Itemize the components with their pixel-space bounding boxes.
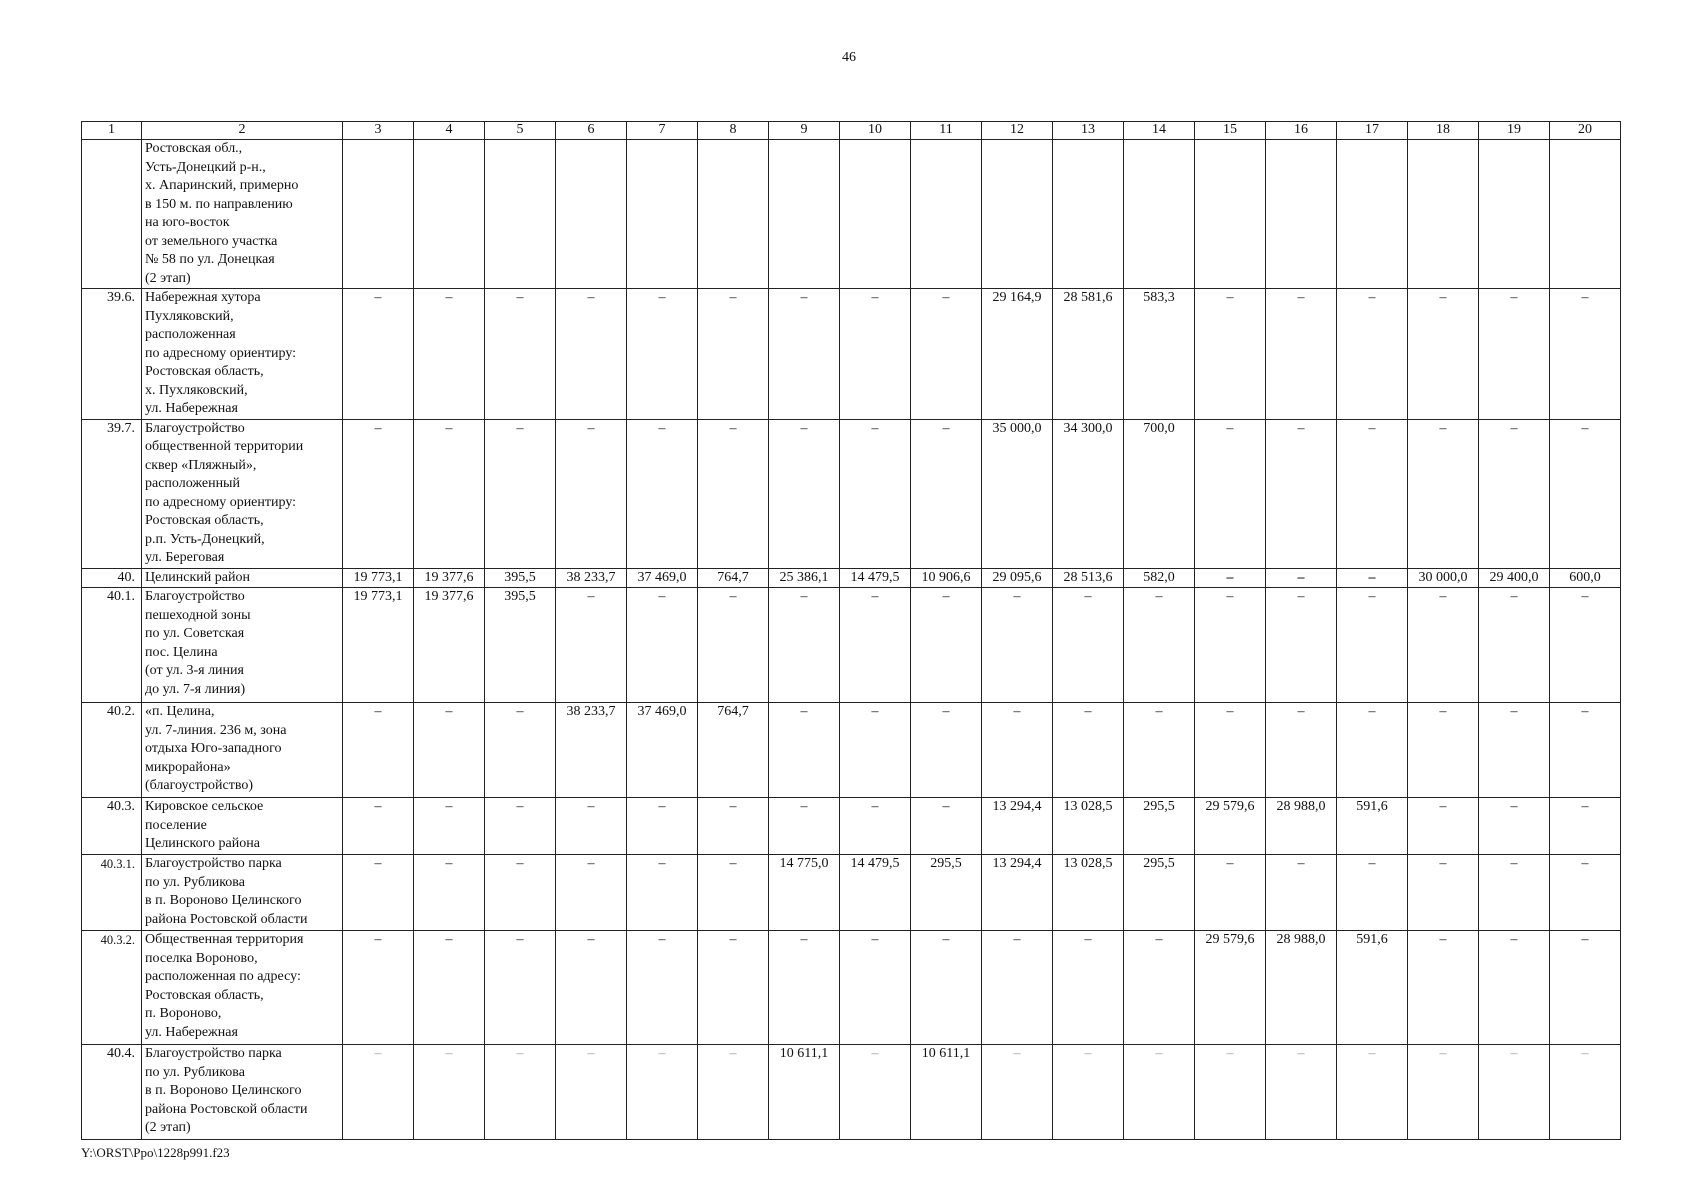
cell-col-9 bbox=[769, 140, 840, 289]
cell-col-7: – bbox=[627, 798, 698, 855]
cell-col-15: – bbox=[1195, 568, 1266, 588]
cell-col-11: – bbox=[911, 588, 982, 703]
column-number-header bbox=[82, 122, 1621, 140]
cell-col-15: – bbox=[1195, 703, 1266, 798]
cell-col-6: – bbox=[556, 419, 627, 568]
row-name-line: Общественная территория bbox=[145, 932, 304, 947]
column-header-13: 13 bbox=[1053, 122, 1124, 140]
cell-col-11: – bbox=[911, 419, 982, 568]
row-name-line: р.п. Усть-Донецкий, bbox=[145, 531, 265, 547]
cell-col-4: 19 377,6 bbox=[414, 588, 485, 703]
cell-col-11: 295,5 bbox=[911, 855, 982, 931]
column-header-20: 20 bbox=[1550, 122, 1621, 140]
cell-col-5: – bbox=[485, 703, 556, 798]
cell-col-12: 13 294,4 bbox=[982, 855, 1053, 931]
cell-col-7: 37 469,0 bbox=[627, 568, 698, 588]
row-name-line: Ростовская область, bbox=[145, 513, 264, 528]
cell-col-15 bbox=[1195, 140, 1266, 289]
column-header-8: 8 bbox=[698, 122, 769, 140]
cell-col-3: – bbox=[343, 798, 414, 855]
row-name-line: поселка Вороново, bbox=[145, 950, 258, 966]
column-header-6: 6 bbox=[556, 122, 627, 140]
cell-col-9: 14 775,0 bbox=[769, 855, 840, 931]
cell-col-18: – bbox=[1408, 703, 1479, 798]
row-name-line: района Ростовской области bbox=[145, 911, 308, 927]
cell-col-4 bbox=[414, 140, 485, 289]
cell-col-6: – bbox=[556, 855, 627, 931]
cell-col-10: – bbox=[840, 289, 911, 420]
footer-file-path: Y:\ORST\Ppo\1228p991.f23 bbox=[81, 1145, 230, 1160]
table-row bbox=[82, 855, 1621, 931]
cell-col-17: – bbox=[1337, 289, 1408, 420]
row-name bbox=[142, 703, 343, 798]
cell-col-18: – bbox=[1408, 855, 1479, 931]
cell-col-18: – bbox=[1408, 798, 1479, 855]
cell-col-9: – bbox=[769, 588, 840, 703]
cell-col-8: – bbox=[698, 798, 769, 855]
row-name-line: по адресному ориентиру: bbox=[145, 494, 297, 510]
column-header-18: 18 bbox=[1408, 122, 1479, 140]
cell-col-4: – bbox=[414, 289, 485, 420]
cell-col-4: – bbox=[414, 798, 485, 855]
cell-col-19: – bbox=[1479, 855, 1550, 931]
cell-col-7: – bbox=[627, 855, 698, 931]
cell-col-8: – bbox=[698, 588, 769, 703]
cell-col-8: – bbox=[698, 855, 769, 931]
cell-col-16: – bbox=[1266, 588, 1337, 703]
table-row bbox=[82, 703, 1621, 798]
row-name-line: поселение bbox=[145, 817, 207, 833]
row-number: 39.7. bbox=[82, 419, 142, 568]
cell-col-11 bbox=[911, 140, 982, 289]
cell-col-8: – bbox=[698, 1045, 769, 1140]
cell-col-3 bbox=[343, 140, 414, 289]
cell-col-9: – bbox=[769, 931, 840, 1045]
cell-col-6: 38 233,7 bbox=[556, 703, 627, 798]
row-name-line: (благоустройство) bbox=[145, 778, 254, 793]
row-name-line: Целинский район bbox=[145, 569, 250, 585]
row-name-line: расположенный bbox=[145, 476, 240, 491]
column-header-10: 10 bbox=[840, 122, 911, 140]
table-row bbox=[82, 931, 1621, 1045]
cell-col-12 bbox=[982, 140, 1053, 289]
cell-col-17: 591,6 bbox=[1337, 931, 1408, 1045]
cell-col-14: 582,0 bbox=[1124, 568, 1195, 588]
cell-col-13: – bbox=[1053, 588, 1124, 703]
cell-col-10: – bbox=[840, 798, 911, 855]
row-number: 40.3.2. bbox=[82, 931, 142, 1045]
column-header-9: 9 bbox=[769, 122, 840, 140]
cell-col-13: 28 581,6 bbox=[1053, 289, 1124, 420]
row-name bbox=[142, 419, 343, 568]
cell-col-13: – bbox=[1053, 931, 1124, 1045]
table-row bbox=[82, 798, 1621, 855]
table-row bbox=[82, 140, 1621, 289]
cell-col-4: – bbox=[414, 855, 485, 931]
row-number bbox=[82, 140, 142, 289]
column-header-16: 16 bbox=[1266, 122, 1337, 140]
row-name-line: по ул. Советская bbox=[145, 626, 245, 641]
cell-col-13: – bbox=[1053, 1045, 1124, 1140]
row-name-line: Пухляковский, bbox=[145, 308, 234, 324]
row-name-line: х. Пухляковский, bbox=[145, 382, 248, 398]
row-number: 40.3.1. bbox=[82, 855, 142, 931]
row-name-line: расположенная по адресу: bbox=[145, 969, 301, 984]
cell-col-12: – bbox=[982, 588, 1053, 703]
cell-col-14: 295,5 bbox=[1124, 855, 1195, 931]
cell-col-16: – bbox=[1266, 568, 1337, 588]
cell-col-3: – bbox=[343, 1045, 414, 1140]
cell-col-10: – bbox=[840, 1045, 911, 1140]
cell-col-12: 29 095,6 bbox=[982, 568, 1053, 588]
cell-col-5: – bbox=[485, 855, 556, 931]
cell-col-9: 10 611,1 bbox=[769, 1045, 840, 1140]
row-name-line: Усть-Донецкий р-н., bbox=[145, 159, 266, 175]
row-name-line: Набережная хутора bbox=[145, 290, 261, 305]
cell-col-18: – bbox=[1408, 419, 1479, 568]
cell-col-10 bbox=[840, 140, 911, 289]
row-name-line: ул. 7-линия. 236 м, зона bbox=[145, 722, 287, 738]
row-name-line: Ростовская обл., bbox=[145, 141, 243, 156]
row-number: 40. bbox=[82, 568, 142, 588]
cell-col-15: – bbox=[1195, 289, 1266, 420]
row-number: 40.3. bbox=[82, 798, 142, 855]
column-header-3: 3 bbox=[343, 122, 414, 140]
cell-col-15: – bbox=[1195, 419, 1266, 568]
cell-col-10: – bbox=[840, 931, 911, 1045]
row-name-line: (от ул. 3-я линия bbox=[145, 663, 244, 678]
cell-col-11: – bbox=[911, 703, 982, 798]
cell-col-5: – bbox=[485, 798, 556, 855]
row-name-line: до ул. 7-я линия) bbox=[145, 681, 246, 697]
cell-col-13: – bbox=[1053, 703, 1124, 798]
cell-col-19: – bbox=[1479, 1045, 1550, 1140]
cell-col-17: 591,6 bbox=[1337, 798, 1408, 855]
cell-col-17: – bbox=[1337, 588, 1408, 703]
cell-col-8: – bbox=[698, 289, 769, 420]
cell-col-17: – bbox=[1337, 419, 1408, 568]
cell-col-19: – bbox=[1479, 588, 1550, 703]
cell-col-10: – bbox=[840, 703, 911, 798]
cell-col-6: – bbox=[556, 931, 627, 1045]
cell-col-16 bbox=[1266, 140, 1337, 289]
cell-col-16: 28 988,0 bbox=[1266, 798, 1337, 855]
row-name-line: пешеходной зоны bbox=[145, 607, 251, 623]
cell-col-20: – bbox=[1550, 588, 1621, 703]
cell-col-9: – bbox=[769, 289, 840, 420]
cell-col-5: 395,5 bbox=[485, 588, 556, 703]
row-name-line: пос. Целина bbox=[145, 644, 218, 660]
cell-col-11: – bbox=[911, 798, 982, 855]
cell-col-14: – bbox=[1124, 588, 1195, 703]
cell-col-15: – bbox=[1195, 588, 1266, 703]
cell-col-15: 29 579,6 bbox=[1195, 931, 1266, 1045]
cell-col-9: – bbox=[769, 703, 840, 798]
cell-col-12: – bbox=[982, 1045, 1053, 1140]
cell-col-20 bbox=[1550, 140, 1621, 289]
cell-col-20: – bbox=[1550, 855, 1621, 931]
row-name-line: Кировское сельское bbox=[145, 799, 264, 814]
cell-col-20: – bbox=[1550, 798, 1621, 855]
cell-col-20: – bbox=[1550, 419, 1621, 568]
cell-col-16: – bbox=[1266, 703, 1337, 798]
cell-col-8: 764,7 bbox=[698, 568, 769, 588]
cell-col-17: – bbox=[1337, 855, 1408, 931]
row-name-line: № 58 по ул. Донецкая bbox=[145, 252, 275, 267]
column-header-14: 14 bbox=[1124, 122, 1195, 140]
cell-col-15: – bbox=[1195, 1045, 1266, 1140]
cell-col-7: – bbox=[627, 588, 698, 703]
cell-col-9: – bbox=[769, 419, 840, 568]
row-name-line: по адресному ориентиру: bbox=[145, 345, 297, 361]
cell-col-3: – bbox=[343, 931, 414, 1045]
cell-col-5: – bbox=[485, 1045, 556, 1140]
cell-col-18 bbox=[1408, 140, 1479, 289]
cell-col-4: – bbox=[414, 931, 485, 1045]
row-name-line: по ул. Рубликова bbox=[145, 874, 245, 890]
budget-table bbox=[81, 121, 1621, 1140]
cell-col-20: – bbox=[1550, 931, 1621, 1045]
cell-col-18: – bbox=[1408, 289, 1479, 420]
column-header-4: 4 bbox=[414, 122, 485, 140]
row-name-line: отдыха Юго-западного bbox=[145, 741, 282, 756]
cell-col-7 bbox=[627, 140, 698, 289]
row-name bbox=[142, 931, 343, 1045]
row-name-line: в п. Вороново Целинского bbox=[145, 1083, 302, 1098]
row-name-line: х. Апаринский, примерно bbox=[145, 178, 299, 193]
cell-col-3: – bbox=[343, 703, 414, 798]
cell-col-7: – bbox=[627, 289, 698, 420]
cell-col-9: – bbox=[769, 798, 840, 855]
cell-col-10: 14 479,5 bbox=[840, 855, 911, 931]
cell-col-6: – bbox=[556, 1045, 627, 1140]
cell-col-17: – bbox=[1337, 1045, 1408, 1140]
row-name bbox=[142, 289, 343, 420]
table-row bbox=[82, 568, 1621, 588]
row-name bbox=[142, 1045, 343, 1140]
cell-col-13: 13 028,5 bbox=[1053, 798, 1124, 855]
cell-col-19: – bbox=[1479, 703, 1550, 798]
cell-col-6: – bbox=[556, 289, 627, 420]
cell-col-18: – bbox=[1408, 1045, 1479, 1140]
cell-col-15: 29 579,6 bbox=[1195, 798, 1266, 855]
cell-col-3: 19 773,1 bbox=[343, 568, 414, 588]
row-name bbox=[142, 798, 343, 855]
row-number: 40.2. bbox=[82, 703, 142, 798]
cell-col-19: 29 400,0 bbox=[1479, 568, 1550, 588]
cell-col-14: – bbox=[1124, 703, 1195, 798]
cell-col-4: – bbox=[414, 1045, 485, 1140]
cell-col-18: 30 000,0 bbox=[1408, 568, 1479, 588]
row-name bbox=[142, 855, 343, 931]
row-name-line: п. Вороново, bbox=[145, 1006, 222, 1021]
row-name-line: ул. Набережная bbox=[145, 401, 238, 416]
cell-col-5: 395,5 bbox=[485, 568, 556, 588]
cell-col-17 bbox=[1337, 140, 1408, 289]
cell-col-8: – bbox=[698, 931, 769, 1045]
row-name bbox=[142, 140, 343, 289]
row-number: 40.1. bbox=[82, 588, 142, 703]
cell-col-18: – bbox=[1408, 588, 1479, 703]
cell-col-4: 19 377,6 bbox=[414, 568, 485, 588]
row-name-line: (2 этап) bbox=[145, 270, 191, 286]
cell-col-3: – bbox=[343, 419, 414, 568]
cell-col-10: – bbox=[840, 419, 911, 568]
cell-col-10: – bbox=[840, 588, 911, 703]
cell-col-20: – bbox=[1550, 703, 1621, 798]
cell-col-5 bbox=[485, 140, 556, 289]
row-name-line: на юго-восток bbox=[145, 215, 230, 230]
cell-col-12: 13 294,4 bbox=[982, 798, 1053, 855]
cell-col-8: – bbox=[698, 419, 769, 568]
cell-col-8 bbox=[698, 140, 769, 289]
column-header-5: 5 bbox=[485, 122, 556, 140]
cell-col-3: 19 773,1 bbox=[343, 588, 414, 703]
cell-col-6: – bbox=[556, 588, 627, 703]
cell-col-13 bbox=[1053, 140, 1124, 289]
cell-col-16: – bbox=[1266, 855, 1337, 931]
cell-col-13: 28 513,6 bbox=[1053, 568, 1124, 588]
table-row bbox=[82, 1045, 1621, 1140]
row-name-line: Благоустройство парка bbox=[145, 1046, 282, 1061]
cell-col-5: – bbox=[485, 289, 556, 420]
cell-col-13: 13 028,5 bbox=[1053, 855, 1124, 931]
cell-col-17: – bbox=[1337, 568, 1408, 588]
row-name-line: Целинского района bbox=[145, 836, 260, 851]
cell-col-17: – bbox=[1337, 703, 1408, 798]
cell-col-6: – bbox=[556, 798, 627, 855]
column-header-17: 17 bbox=[1337, 122, 1408, 140]
row-name-line: «п. Целина, bbox=[145, 704, 215, 719]
cell-col-11: – bbox=[911, 931, 982, 1045]
row-name-line: ул. Береговая bbox=[145, 550, 225, 565]
cell-col-19: – bbox=[1479, 289, 1550, 420]
cell-col-11: – bbox=[911, 289, 982, 420]
cell-col-15: – bbox=[1195, 855, 1266, 931]
row-name-line: (2 этап) bbox=[145, 1120, 191, 1135]
cell-col-5: – bbox=[485, 419, 556, 568]
cell-col-14: 295,5 bbox=[1124, 798, 1195, 855]
cell-col-18: – bbox=[1408, 931, 1479, 1045]
row-name-line: микрорайона» bbox=[145, 759, 231, 775]
column-header-15: 15 bbox=[1195, 122, 1266, 140]
row-name bbox=[142, 588, 343, 703]
row-name-line: по ул. Рубликова bbox=[145, 1064, 245, 1080]
row-name-line: от земельного участка bbox=[145, 233, 278, 249]
cell-col-19 bbox=[1479, 140, 1550, 289]
cell-col-12: 35 000,0 bbox=[982, 419, 1053, 568]
row-name-line: Благоустройство парка bbox=[145, 856, 282, 871]
row-name-line: Ростовская область, bbox=[145, 364, 264, 379]
row-name-line: Ростовская область, bbox=[145, 987, 264, 1003]
cell-col-4: – bbox=[414, 419, 485, 568]
budget-table-wrapper bbox=[81, 121, 1621, 1140]
cell-col-14 bbox=[1124, 140, 1195, 289]
cell-col-8: 764,7 bbox=[698, 703, 769, 798]
row-name-line: сквер «Пляжный», bbox=[145, 457, 257, 473]
column-header-12: 12 bbox=[982, 122, 1053, 140]
cell-col-20: – bbox=[1550, 1045, 1621, 1140]
cell-col-16: – bbox=[1266, 289, 1337, 420]
cell-col-13: 34 300,0 bbox=[1053, 419, 1124, 568]
cell-col-11: 10 906,6 bbox=[911, 568, 982, 588]
cell-col-4: – bbox=[414, 703, 485, 798]
row-name-line: в 150 м. по направлению bbox=[145, 196, 293, 212]
cell-col-10: 14 479,5 bbox=[840, 568, 911, 588]
table-row bbox=[82, 588, 1621, 703]
cell-col-16: – bbox=[1266, 419, 1337, 568]
cell-col-3: – bbox=[343, 855, 414, 931]
page-number: 46 bbox=[842, 50, 856, 65]
column-header-7: 7 bbox=[627, 122, 698, 140]
cell-col-14: – bbox=[1124, 1045, 1195, 1140]
cell-col-5: – bbox=[485, 931, 556, 1045]
table-row bbox=[82, 289, 1621, 420]
cell-col-19: – bbox=[1479, 931, 1550, 1045]
cell-col-20: – bbox=[1550, 289, 1621, 420]
cell-col-6: 38 233,7 bbox=[556, 568, 627, 588]
row-name-line: Благоустройство bbox=[145, 589, 245, 604]
column-header-1: 1 bbox=[82, 122, 142, 140]
cell-col-16: 28 988,0 bbox=[1266, 931, 1337, 1045]
cell-col-14: – bbox=[1124, 931, 1195, 1045]
cell-col-9: 25 386,1 bbox=[769, 568, 840, 588]
column-header-11: 11 bbox=[911, 122, 982, 140]
row-name-line: ул. Набережная bbox=[145, 1024, 238, 1040]
row-name-line: Благоустройство bbox=[145, 420, 245, 436]
table-row bbox=[82, 419, 1621, 568]
cell-col-12: 29 164,9 bbox=[982, 289, 1053, 420]
cell-col-7: – bbox=[627, 931, 698, 1045]
row-name-line: расположенная bbox=[145, 327, 236, 342]
cell-col-19: – bbox=[1479, 419, 1550, 568]
cell-col-20: 600,0 bbox=[1550, 568, 1621, 588]
row-number: 39.6. bbox=[82, 289, 142, 420]
row-name-line: района Ростовской области bbox=[145, 1101, 308, 1117]
cell-col-19: – bbox=[1479, 798, 1550, 855]
cell-col-7: – bbox=[627, 419, 698, 568]
cell-col-14: 583,3 bbox=[1124, 289, 1195, 420]
cell-col-12: – bbox=[982, 703, 1053, 798]
cell-col-16: – bbox=[1266, 1045, 1337, 1140]
column-header-19: 19 bbox=[1479, 122, 1550, 140]
cell-col-14: 700,0 bbox=[1124, 419, 1195, 568]
row-name-line: в п. Вороново Целинского bbox=[145, 893, 302, 908]
row-number: 40.4. bbox=[82, 1045, 142, 1140]
row-name bbox=[142, 568, 343, 588]
cell-col-6 bbox=[556, 140, 627, 289]
row-name-line: общественной территории bbox=[145, 439, 304, 454]
cell-col-12: – bbox=[982, 931, 1053, 1045]
cell-col-11: 10 611,1 bbox=[911, 1045, 982, 1140]
column-header-2: 2 bbox=[142, 122, 343, 140]
cell-col-7: 37 469,0 bbox=[627, 703, 698, 798]
cell-col-3: – bbox=[343, 289, 414, 420]
cell-col-7: – bbox=[627, 1045, 698, 1140]
